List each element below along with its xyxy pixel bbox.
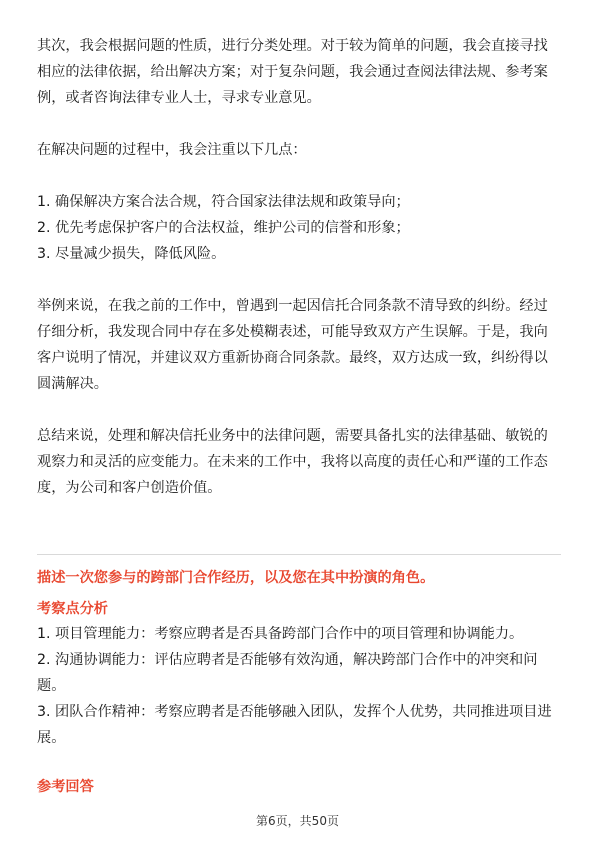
paragraph-example: 举例来说，在我之前的工作中，曾遇到一起因信托合同条款不清导致的纠纷。经过仔细分析，我发现合同中存在多处模糊表述，可能导致双方产生误解。于是，我向客户说明了情况，并建议双方重新协商合同条款。最终，双方达成一致，纠纷得以圆满解决。 xyxy=(37,298,548,392)
paragraph-summary: 总结来说，处理和解决信托业务中的法律问题，需要具备扎实的法律基础、敏锐的观察力和灵活的应变能力。在未来的工作中，我将以高度的责任心和严谨的工作态度，为公司和客户创造价值。 xyxy=(37,428,548,496)
analysis-item-3: 3. 团队合作精神：考察应聘者是否能够融入团队，发挥个人优势，共同推进项目进展。 xyxy=(37,704,552,746)
section-divider xyxy=(37,554,561,555)
analysis-item-1: 1. 项目管理能力：考察应聘者是否具备跨部门合作中的项目管理和协调能力。 xyxy=(37,626,524,642)
interview-question: 描述一次您参与的跨部门合作经历，以及您在其中扮演的角色。 xyxy=(37,570,435,586)
principle-item-2: 2. 优先考虑保护客户的合法权益，维护公司的信誉和形象； xyxy=(37,220,410,236)
paragraph-principles-intro: 在解决问题的过程中，我会注重以下几点： xyxy=(37,142,307,158)
answer-body xyxy=(37,33,561,501)
principle-item-1: 1. 确保解决方案合法合规，符合国家法律法规和政策导向； xyxy=(37,194,410,210)
analysis-heading: 考察点分析 xyxy=(37,601,108,617)
paragraph-classification: 其次，我会根据问题的性质，进行分类处理。对于较为简单的问题，我会直接寻找相应的法律依据，给出解决方案；对于复杂问题，我会通过查阅法律法规、参考案例，或者咨询法律专业人士，寻求专业意见。 xyxy=(37,38,548,106)
principle-item-3: 3. 尽量减少损失，降低风险。 xyxy=(37,246,226,262)
reference-answer-heading: 参考回答 xyxy=(37,779,94,795)
page-number: 第6页，共50页 xyxy=(256,814,339,828)
analysis-item-2: 2. 沟通协调能力：评估应聘者是否能够有效沟通，解决跨部门合作中的冲突和问题。 xyxy=(37,652,538,694)
analysis-list xyxy=(37,621,561,751)
